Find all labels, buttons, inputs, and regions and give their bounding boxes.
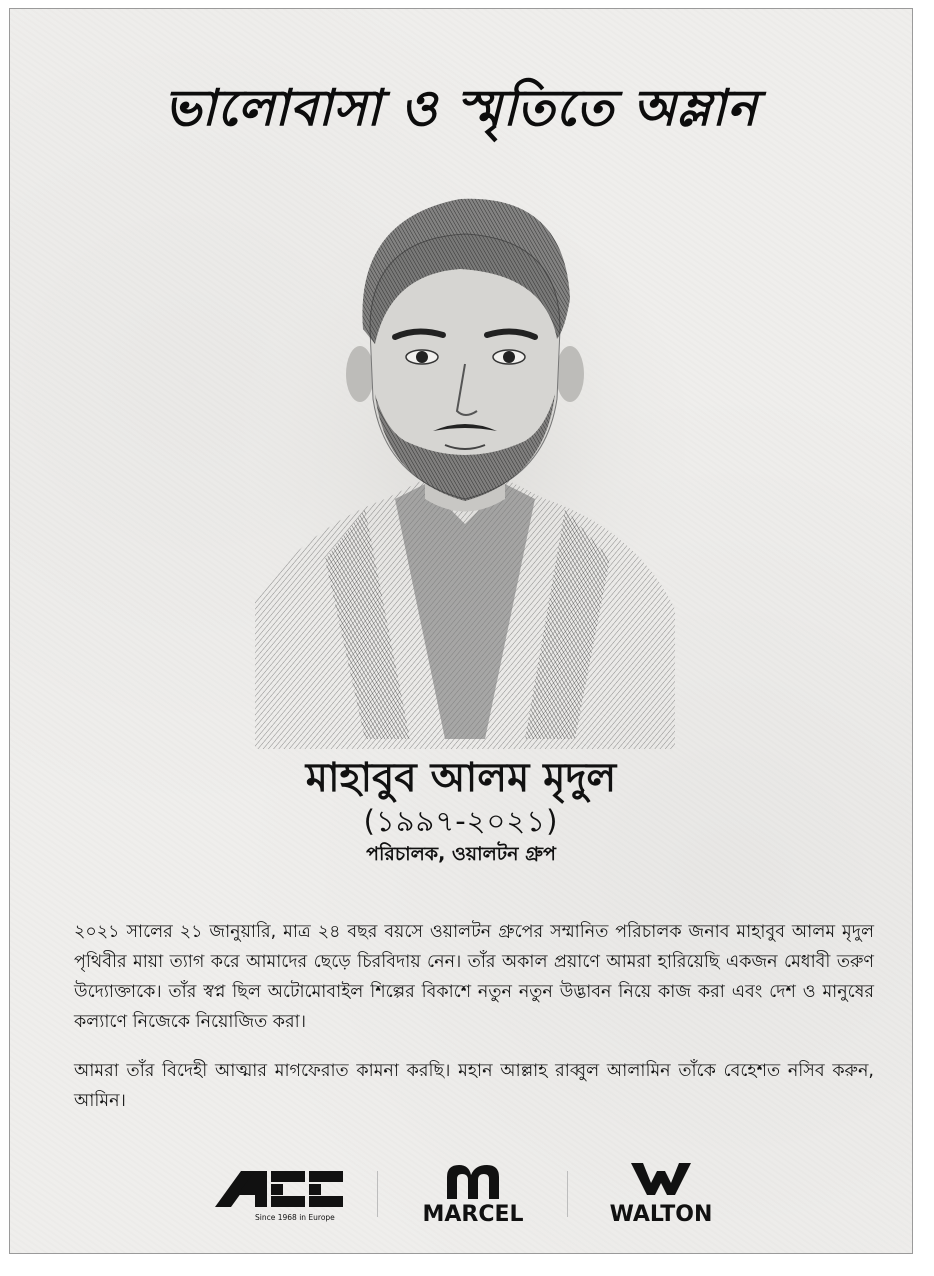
acc-logo	[215, 1159, 345, 1227]
acc-tagline: Since 1968 in Europe	[255, 1213, 335, 1222]
walton-logo	[591, 1159, 731, 1227]
logo-divider	[377, 1171, 378, 1217]
sponsor-logos	[215, 1159, 735, 1227]
person-years: (১৯৯৭-২০২১)	[363, 804, 559, 838]
walton-wordmark: WALTON	[609, 1202, 713, 1227]
person-title: পরিচালক, ওয়ালটন গ্রুপ	[366, 843, 556, 865]
logo-divider	[567, 1171, 568, 1217]
person-name: মাহাবুব আলম মৃদুল	[305, 755, 617, 801]
marcel-wordmark: MARCEL	[422, 1202, 524, 1227]
marcel-logo	[403, 1159, 543, 1227]
body-paragraph-1: ২০২১ সালের ২১ জানুয়ারি, মাত্র ২৪ বছর বয়সে ওয়ালটন গ্রুপের সম্মানিত পরিচালক জনাব মাহাবুব আলম মৃদুল পৃথিবীর মায়া ত্যাগ করে আমাদের ছেড়ে চিরবিদায় নেন। তাঁর অকাল প্রয়াণে আমরা হারিয়েছি একজন মেধাবী তরুণ উদ্যোক্তাকে। তাঁর স্বপ্ন ছিল অটোমোবাইল শিল্পের বিকাশে নতুন নতুন উদ্ভাবন নিয়ে কাজ করা এবং দেশ ও মানুষের কল্যাণে নিজেকে নিয়োজিত করা।	[74, 922, 874, 1032]
body-paragraph-2: আমরা তাঁর বিদেহী আত্মার মাগফেরাত কামনা করছি। মহান আল্লাহ রাব্বুল আলামিন তাঁকে বেহেশত নসিব করুন, আমিন।	[74, 1061, 874, 1111]
portrait-sketch	[245, 179, 685, 749]
headline: ভালোবাসা ও স্মৃতিতে অম্লান	[164, 79, 758, 137]
memorial-ad	[9, 8, 913, 1254]
